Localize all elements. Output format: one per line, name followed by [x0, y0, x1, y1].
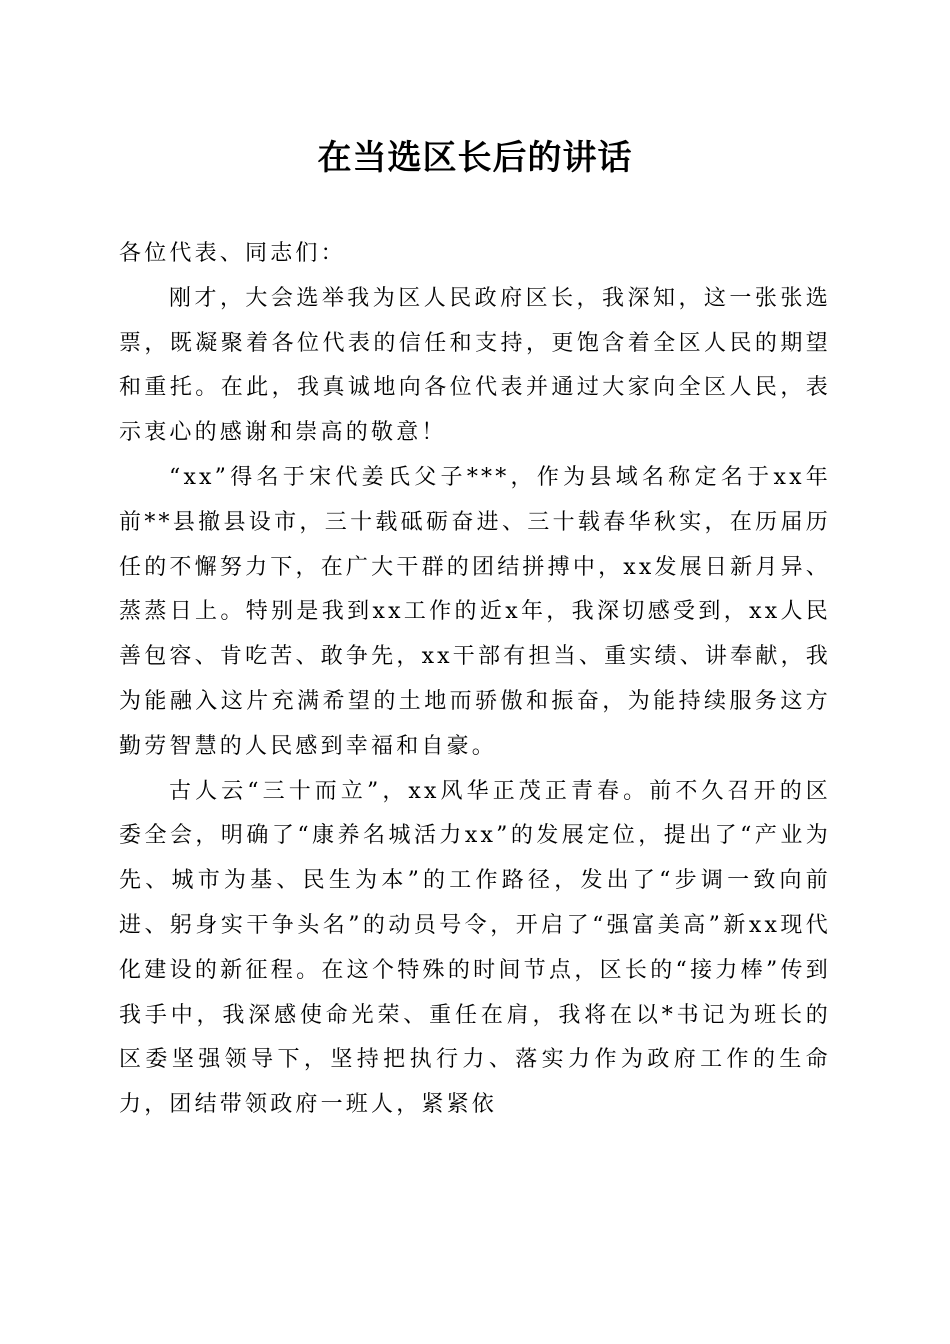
paragraph-3: 古人云“三十而立”，xx风华正茂正青春。前不久召开的区委全会，明确了“康养名城活力xx”的发展定位，提出了“产业为先、城市为基、民生为本”的工作路径，发出了“步调一致向前进、躬身实干争头名”的动员号令，开启了“强富美高”新xx现代化建设的新征程。在这个特殊的时间节点，区长的“接力棒”传到我手中，我深感使命光荣、重任在肩，我将在以*书记为班长的区委坚强领导下，坚持把执行力、落实力作为政府工作的生命力，团结带领政府一班人，紧紧依 — [119, 778, 831, 1118]
salutation: 各位代表、同志们： — [119, 241, 346, 266]
document-body — [119, 232, 831, 1128]
document-title: 在当选区长后的讲话 — [317, 138, 633, 178]
paragraph-2: “xx”得名于宋代姜氏父子***，作为县域名称定名于xx年前**县撤县设市，三十载砥砺奋进、三十载春华秋实，在历届历任的不懈努力下，在广大干群的团结拼搏中，xx发展日新月异、蒸蒸日上。特别是我到xx工作的近x年，我深切感受到，xx人民善包容、肯吃苦、敢争先，xx干部有担当、重实绩、讲奉献，我为能融入这片充满希望的土地而骄傲和振奋，为能持续服务这方勤劳智慧的人民感到幸福和自豪。 — [119, 464, 831, 759]
paragraph-1: 刚才，大会选举我为区人民政府区长，我深知，这一张张选票，既凝聚着各位代表的信任和支持，更饱含着全区人民的期望和重托。在此，我真诚地向各位代表并通过大家向全区人民，表示衷心的感谢和崇高的敬意！ — [119, 285, 831, 446]
